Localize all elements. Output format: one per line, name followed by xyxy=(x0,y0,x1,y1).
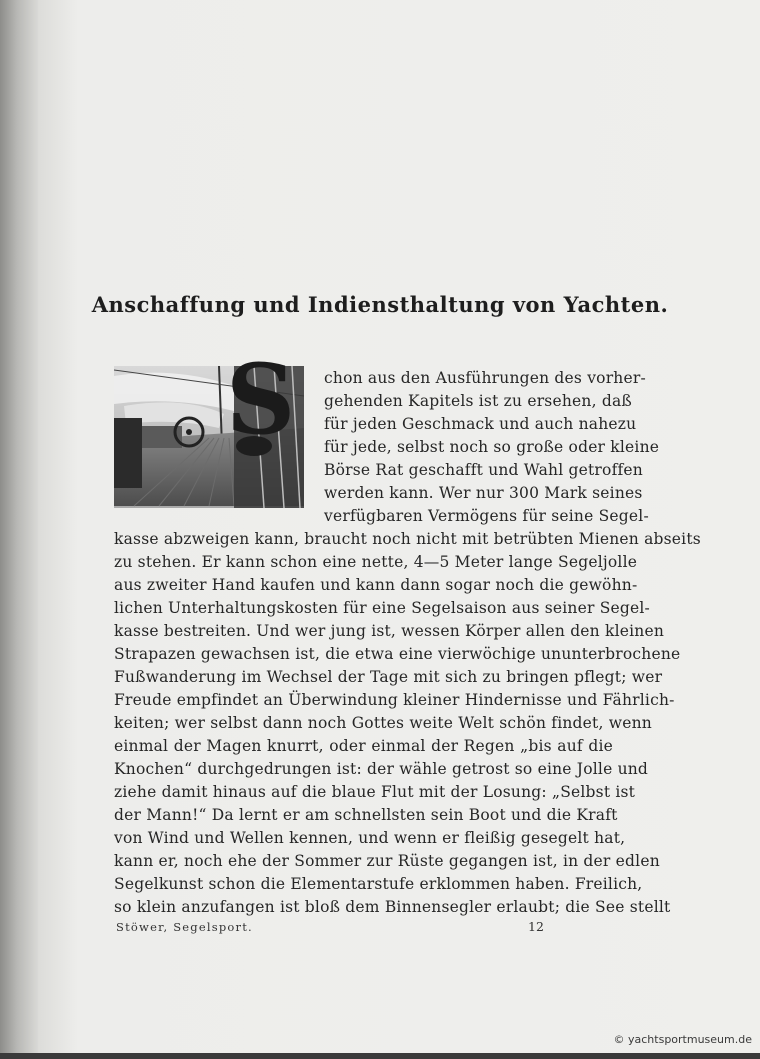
text-line: so klein anzufangen ist bloß dem Binnensegler erlaubt; die See stellt xyxy=(114,898,671,916)
text-line: Knochen“ durchgedrungen ist: der wähle getrost so eine Jolle und xyxy=(114,760,649,778)
page-number: 12 xyxy=(528,919,544,934)
text-line: Segelkunst schon die Elementarstufe erklommen haben. Freilich, xyxy=(114,875,643,893)
scan-bottom-edge xyxy=(0,1053,760,1059)
text-line: aus zweiter Hand kaufen und kann dann sogar noch die gewöhn- xyxy=(114,576,638,594)
text-line: werden kann. Wer nur 300 Mark seines xyxy=(324,484,643,502)
text-line: kasse abzweigen kann, braucht noch nicht mit betrübten Mienen abseits xyxy=(114,530,701,548)
text-line: für jede, selbst noch so große oder kleine xyxy=(324,438,660,456)
text-line: einmal der Magen knurrt, oder einmal der Regen „bis auf die xyxy=(114,737,613,755)
chapter-title: Anschaffung und Indiensthaltung von Yachten. xyxy=(91,292,669,317)
text-line: lichen Unterhaltungskosten für eine Segelsaison aus seiner Segel- xyxy=(114,599,650,617)
text-line: Börse Rat geschafft und Wahl getroffen xyxy=(324,461,643,479)
text-line: chon aus den Ausführungen des vorher- xyxy=(324,369,646,387)
text-line: für jeden Geschmack und auch nahezu xyxy=(324,415,637,433)
text-line: Strapazen gewachsen ist, die etwa eine vierwöchige ununterbrochene xyxy=(114,645,681,663)
text-line: keiten; wer selbst dann noch Gottes weite Welt schön findet, wenn xyxy=(114,714,652,732)
book-spine-shadow xyxy=(0,0,38,1059)
text-line: verfügbaren Vermögens für seine Segel- xyxy=(324,507,649,525)
text-line: zu stehen. Er kann schon eine nette, 4—5 Meter lange Segeljolle xyxy=(114,553,638,571)
text-line: Freude empfindet an Überwindung kleiner Hindernisse und Fährlich- xyxy=(114,691,675,709)
text-line: kann er, noch ehe der Sommer zur Rüste gegangen ist, in der edlen xyxy=(114,852,660,870)
text-line: von Wind und Wellen kennen, und wenn er fleißig gesegelt hat, xyxy=(114,829,626,847)
text-line: kasse bestreiten. Und wer jung ist, wessen Körper allen den kleinen xyxy=(114,622,665,640)
copyright-watermark: © yachtsportmuseum.de xyxy=(613,1033,752,1046)
text-line: ziehe damit hinaus auf die blaue Flut mit der Losung: „Selbst ist xyxy=(114,783,636,801)
text-line: der Mann!“ Da lernt er am schnellsten sein Boot und die Kraft xyxy=(114,806,618,824)
footer-author-title: Stöwer, Segelsport. xyxy=(116,920,253,934)
text-line: Fußwanderung im Wechsel der Tage mit sich zu bringen pflegt; wer xyxy=(114,668,663,686)
drop-cap-letter: S xyxy=(226,343,296,456)
text-line: gehenden Kapitels ist zu ersehen, daß xyxy=(324,392,632,410)
